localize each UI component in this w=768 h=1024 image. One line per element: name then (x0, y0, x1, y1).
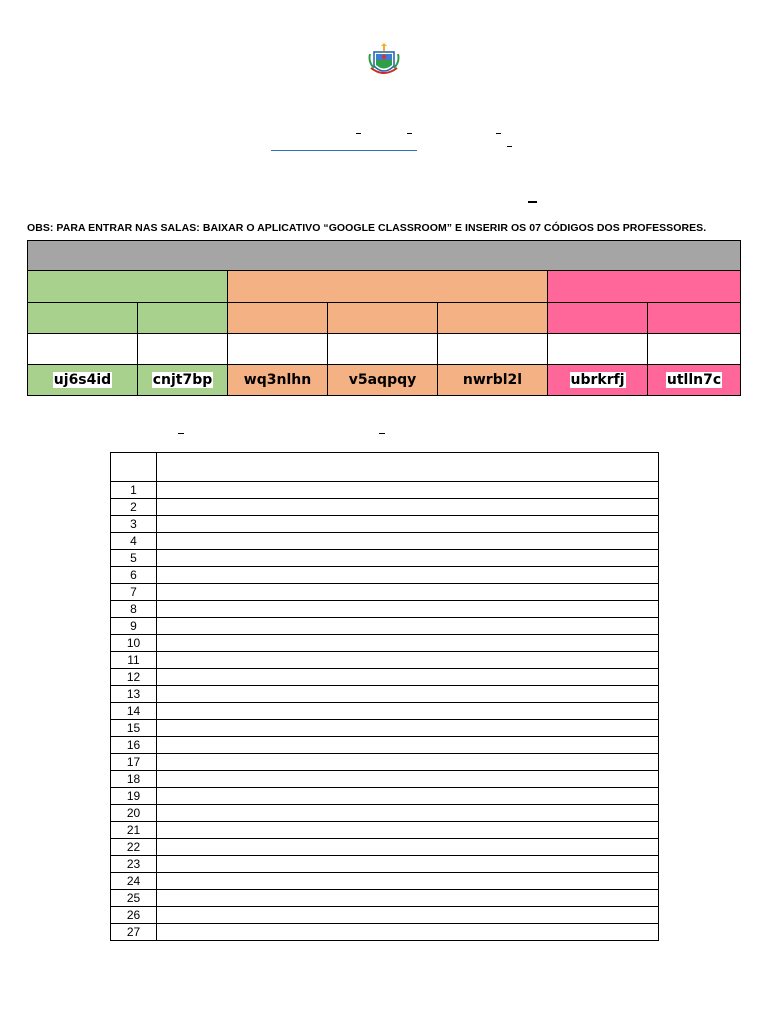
row-number: 27 (111, 924, 157, 941)
row-number: 3 (111, 516, 157, 533)
student-name-cell[interactable] (157, 567, 659, 584)
table-row (111, 754, 659, 771)
classroom-codes-table (27, 240, 741, 396)
table-row (111, 482, 659, 499)
student-name-cell[interactable] (157, 873, 659, 890)
row-number: 15 (111, 720, 157, 737)
student-name-cell[interactable] (157, 584, 659, 601)
row-number: 17 (111, 754, 157, 771)
row-number: 26 (111, 907, 157, 924)
student-name-cell[interactable] (157, 669, 659, 686)
group-header-pink (547, 270, 741, 303)
hyperlink-underline[interactable] (271, 150, 417, 151)
row-number: 4 (111, 533, 157, 550)
class-code-cell (327, 364, 438, 396)
table-row (111, 533, 659, 550)
table-row (111, 516, 659, 533)
subject-header (227, 302, 328, 334)
student-name-cell[interactable] (157, 499, 659, 516)
table-row (111, 873, 659, 890)
teacher-cell (27, 333, 138, 365)
table-row (111, 499, 659, 516)
row-number: 16 (111, 737, 157, 754)
student-name-cell[interactable] (157, 788, 659, 805)
table-row (111, 720, 659, 737)
table-row (111, 839, 659, 856)
table-row (111, 771, 659, 788)
blank-field-mark (407, 133, 412, 134)
row-number: 6 (111, 567, 157, 584)
student-name-cell[interactable] (157, 737, 659, 754)
row-number: 2 (111, 499, 157, 516)
table-title-row (27, 240, 741, 271)
row-number: 11 (111, 652, 157, 669)
table-row (111, 601, 659, 618)
group-header-green (27, 270, 228, 303)
group-header-orange (227, 270, 548, 303)
row-number: 22 (111, 839, 157, 856)
class-code[interactable]: uj6s4id (53, 372, 112, 388)
student-name-cell[interactable] (157, 839, 659, 856)
teacher-cell (547, 333, 648, 365)
table-row (111, 550, 659, 567)
student-list-table (110, 452, 659, 941)
student-name-cell[interactable] (157, 652, 659, 669)
subject-header (547, 302, 648, 334)
row-number: 9 (111, 618, 157, 635)
table-row (111, 822, 659, 839)
table-row (111, 686, 659, 703)
blank-field-mark (178, 433, 184, 434)
blank-field-mark (379, 433, 385, 434)
student-name-cell[interactable] (157, 805, 659, 822)
row-number: 8 (111, 601, 157, 618)
table-header-row (111, 453, 659, 482)
table-row (111, 703, 659, 720)
student-name-cell[interactable] (157, 482, 659, 499)
table-row (111, 890, 659, 907)
blank-field-mark (507, 146, 512, 147)
row-number: 12 (111, 669, 157, 686)
student-name-cell[interactable] (157, 907, 659, 924)
teacher-cell (327, 333, 438, 365)
table-row (111, 635, 659, 652)
student-name-cell[interactable] (157, 635, 659, 652)
student-name-cell[interactable] (157, 601, 659, 618)
teacher-cell (227, 333, 328, 365)
row-number: 14 (111, 703, 157, 720)
student-name-cell[interactable] (157, 533, 659, 550)
table-row (111, 618, 659, 635)
class-code-cell (27, 364, 138, 396)
blank-field-mark (528, 201, 537, 203)
row-number: 23 (111, 856, 157, 873)
row-number: 1 (111, 482, 157, 499)
row-number: 24 (111, 873, 157, 890)
student-name-cell[interactable] (157, 890, 659, 907)
row-number: 7 (111, 584, 157, 601)
class-code[interactable]: cnjt7bp (152, 372, 213, 388)
teacher-cell (647, 333, 741, 365)
student-name-cell[interactable] (157, 618, 659, 635)
class-code-cell (227, 364, 328, 396)
name-header (157, 453, 659, 482)
student-name-cell[interactable] (157, 771, 659, 788)
class-code-cell (437, 364, 548, 396)
student-name-cell[interactable] (157, 686, 659, 703)
teacher-cell (137, 333, 228, 365)
table-row (111, 856, 659, 873)
student-name-cell[interactable] (157, 703, 659, 720)
row-number: 13 (111, 686, 157, 703)
student-name-cell[interactable] (157, 822, 659, 839)
class-code-cell (137, 364, 228, 396)
subject-header (137, 302, 228, 334)
student-name-cell[interactable] (157, 856, 659, 873)
subject-header (437, 302, 548, 334)
row-number: 25 (111, 890, 157, 907)
table-row (111, 805, 659, 822)
row-number: 21 (111, 822, 157, 839)
student-name-cell[interactable] (157, 720, 659, 737)
row-number: 10 (111, 635, 157, 652)
subject-header (327, 302, 438, 334)
class-code[interactable]: wq3nlhn (243, 372, 312, 388)
table-row (111, 584, 659, 601)
number-header (111, 453, 157, 482)
subject-header (647, 302, 741, 334)
teacher-cell (437, 333, 548, 365)
class-code-cell (547, 364, 648, 396)
row-number: 20 (111, 805, 157, 822)
student-name-cell[interactable] (157, 550, 659, 567)
instructions-note: OBS: PARA ENTRAR NAS SALAS: BAIXAR O APLICATIVO “GOOGLE CLASSROOM” E INSERIR OS 07 CÓDIGOS DOS PROFESSORES. (27, 222, 707, 234)
student-name-cell[interactable] (157, 516, 659, 533)
table-row (111, 669, 659, 686)
class-code[interactable]: utlln7c (666, 372, 722, 388)
row-number: 5 (111, 550, 157, 567)
blank-field-mark (496, 133, 501, 134)
table-row (111, 907, 659, 924)
table-row (111, 924, 659, 941)
row-number: 19 (111, 788, 157, 805)
state-coat-of-arms-icon (368, 42, 400, 78)
blank-field-mark (356, 133, 361, 134)
class-code[interactable]: v5aqpqy (348, 372, 417, 388)
student-name-cell[interactable] (157, 924, 659, 941)
student-name-cell[interactable] (157, 754, 659, 771)
table-row (111, 652, 659, 669)
table-row (111, 788, 659, 805)
class-code-cell (647, 364, 741, 396)
table-row (111, 567, 659, 584)
class-code[interactable]: nwrbl2l (462, 372, 523, 388)
row-number: 18 (111, 771, 157, 788)
class-code[interactable]: ubrkrfj (570, 372, 625, 388)
subject-header (27, 302, 138, 334)
table-row (111, 737, 659, 754)
